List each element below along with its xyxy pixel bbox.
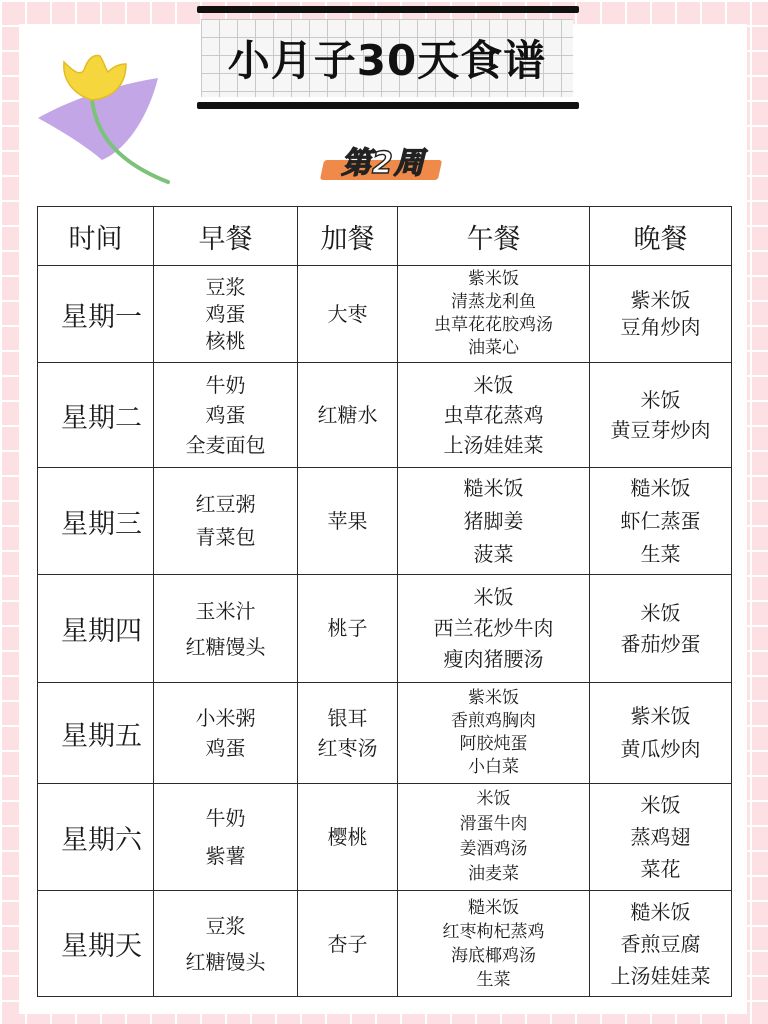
- dish: 小白菜: [468, 757, 519, 777]
- week-label: 第2周: [341, 146, 425, 181]
- table-row: [38, 266, 732, 363]
- dish: 红枣汤: [317, 736, 378, 760]
- dish: 米饭: [640, 388, 681, 412]
- header-lunch: 午餐: [398, 207, 590, 266]
- dish: 紫米饭: [468, 269, 519, 289]
- dish: 牛奶: [205, 806, 246, 830]
- dish: 核桃: [205, 328, 246, 353]
- table-row: [38, 683, 732, 784]
- dish: 紫薯: [205, 844, 246, 868]
- dinner-cell: [590, 363, 732, 468]
- day-cell: 星期六: [38, 784, 154, 891]
- dish: 糙米饭: [463, 475, 524, 500]
- dish: 油麦菜: [468, 864, 519, 884]
- dish: 阿胶炖蛋: [459, 734, 528, 754]
- breakfast-cell: [154, 363, 298, 468]
- lunch-cell: [398, 266, 590, 363]
- dish: 生菜: [640, 541, 681, 566]
- dish: 鸡蛋: [205, 403, 246, 427]
- dish: 瘦肉猪腰汤: [443, 647, 544, 671]
- dish: 豆浆: [205, 274, 246, 299]
- dinner-cell: [590, 266, 732, 363]
- dish: 海底椰鸡汤: [451, 945, 536, 966]
- table-row: [38, 468, 732, 575]
- dinner-cell: [590, 575, 732, 683]
- dinner-cell: [590, 468, 732, 575]
- header-breakfast: 早餐: [154, 207, 298, 266]
- dish: 米饭: [640, 793, 681, 817]
- dish: 红豆粥: [195, 492, 256, 516]
- dinner-cell: [590, 891, 732, 997]
- dish: 青菜包: [195, 525, 256, 549]
- dish: 紫米饭: [630, 288, 691, 312]
- dish: 猪脚姜: [463, 508, 524, 533]
- table-row: [38, 784, 732, 891]
- snack-cell: [298, 575, 398, 683]
- header-time: 时间: [38, 207, 154, 266]
- snack-cell: [298, 468, 398, 575]
- dish: 全麦面包: [185, 433, 266, 457]
- snack-cell: [298, 266, 398, 363]
- table-header-row: [38, 207, 732, 266]
- dish: 豆浆: [205, 913, 246, 938]
- dish: 桃子: [327, 616, 368, 640]
- dish: 杏子: [327, 931, 368, 956]
- breakfast-cell: [154, 468, 298, 575]
- header-snack: 加餐: [298, 207, 398, 266]
- dish: 苹果: [327, 508, 368, 533]
- lunch-cell: [398, 784, 590, 891]
- dish: 红糖水: [317, 403, 378, 427]
- dish: 红枣枸杞蒸鸡: [442, 921, 545, 942]
- dish: 清蒸龙利鱼: [451, 292, 536, 312]
- snack-cell: [298, 683, 398, 784]
- snack-cell: [298, 891, 398, 997]
- dish: 虫草花花胶鸡汤: [434, 315, 553, 335]
- dish: 米饭: [473, 373, 514, 397]
- dish: 菠菜: [473, 541, 514, 566]
- dish: 番茄炒蛋: [620, 631, 701, 656]
- lunch-cell: [398, 683, 590, 784]
- lunch-cell: [398, 891, 590, 997]
- dish: 牛奶: [205, 373, 246, 397]
- week-badge: [318, 138, 448, 182]
- breakfast-cell: [154, 784, 298, 891]
- dish: 香煎鸡胸肉: [451, 711, 536, 731]
- dish: 米饭: [476, 789, 511, 809]
- dish: 鸡蛋: [205, 301, 246, 326]
- dish: 紫米饭: [630, 704, 691, 728]
- table-row: [38, 891, 732, 997]
- snack-cell: [298, 363, 398, 468]
- dish: 豆角炒肉: [620, 315, 701, 339]
- day-cell: 星期三: [38, 468, 154, 575]
- day-cell: 星期四: [38, 575, 154, 683]
- day-cell: 星期天: [38, 891, 154, 997]
- page-title: 小月子30天食谱: [227, 36, 547, 85]
- dish: 米饭: [473, 585, 514, 609]
- breakfast-cell: [154, 683, 298, 784]
- dinner-cell: [590, 784, 732, 891]
- header-dinner: 晚餐: [590, 207, 732, 266]
- breakfast-cell: [154, 575, 298, 683]
- dish: 蒸鸡翅: [630, 825, 691, 849]
- day-cell: 星期二: [38, 363, 154, 468]
- title-top-bar: [197, 6, 579, 13]
- dish: 生菜: [476, 969, 511, 990]
- dish: 红糖馒头: [185, 634, 266, 659]
- lunch-cell: [398, 468, 590, 575]
- dish: 西兰花炒牛肉: [433, 616, 554, 640]
- dish: 黄瓜炒肉: [620, 737, 701, 761]
- dish: 菜花: [640, 857, 681, 881]
- dish: 油菜心: [468, 338, 519, 358]
- dish: 滑蛋牛肉: [459, 814, 528, 834]
- dish: 紫米饭: [468, 688, 519, 708]
- dish: 樱桃: [327, 825, 368, 849]
- lunch-cell: [398, 575, 590, 683]
- title-bottom-bar: [197, 102, 579, 109]
- dish: 鸡蛋: [205, 736, 246, 760]
- dinner-cell: [590, 683, 732, 784]
- table-row: [38, 363, 732, 468]
- dish: 米饭: [640, 600, 681, 625]
- day-cell: 星期一: [38, 266, 154, 363]
- dish: 红糖馒头: [185, 949, 266, 974]
- dish: 上汤娃娃菜: [443, 433, 544, 457]
- title-box: [201, 19, 573, 97]
- dish: 姜酒鸡汤: [459, 839, 528, 859]
- dish: 虾仁蒸蛋: [620, 508, 701, 533]
- dish: 黄豆芽炒肉: [610, 418, 711, 442]
- dish: 大枣: [327, 301, 368, 326]
- dish: 玉米汁: [195, 598, 256, 623]
- dish: 上汤娃娃菜: [610, 963, 711, 988]
- lunch-cell: [398, 363, 590, 468]
- dish: 小米粥: [195, 706, 256, 730]
- meal-table: [37, 206, 732, 997]
- dish: 虫草花蒸鸡: [443, 403, 544, 427]
- day-cell: 星期五: [38, 683, 154, 784]
- dish: 香煎豆腐: [620, 931, 701, 956]
- breakfast-cell: [154, 891, 298, 997]
- dish: 糙米饭: [630, 475, 691, 500]
- dish: 银耳: [327, 706, 368, 730]
- breakfast-cell: [154, 266, 298, 363]
- tulip-flower-icon: [30, 50, 170, 190]
- snack-cell: [298, 784, 398, 891]
- table-row: [38, 575, 732, 683]
- dish: 糙米饭: [630, 899, 691, 924]
- dish: 糙米饭: [468, 897, 519, 918]
